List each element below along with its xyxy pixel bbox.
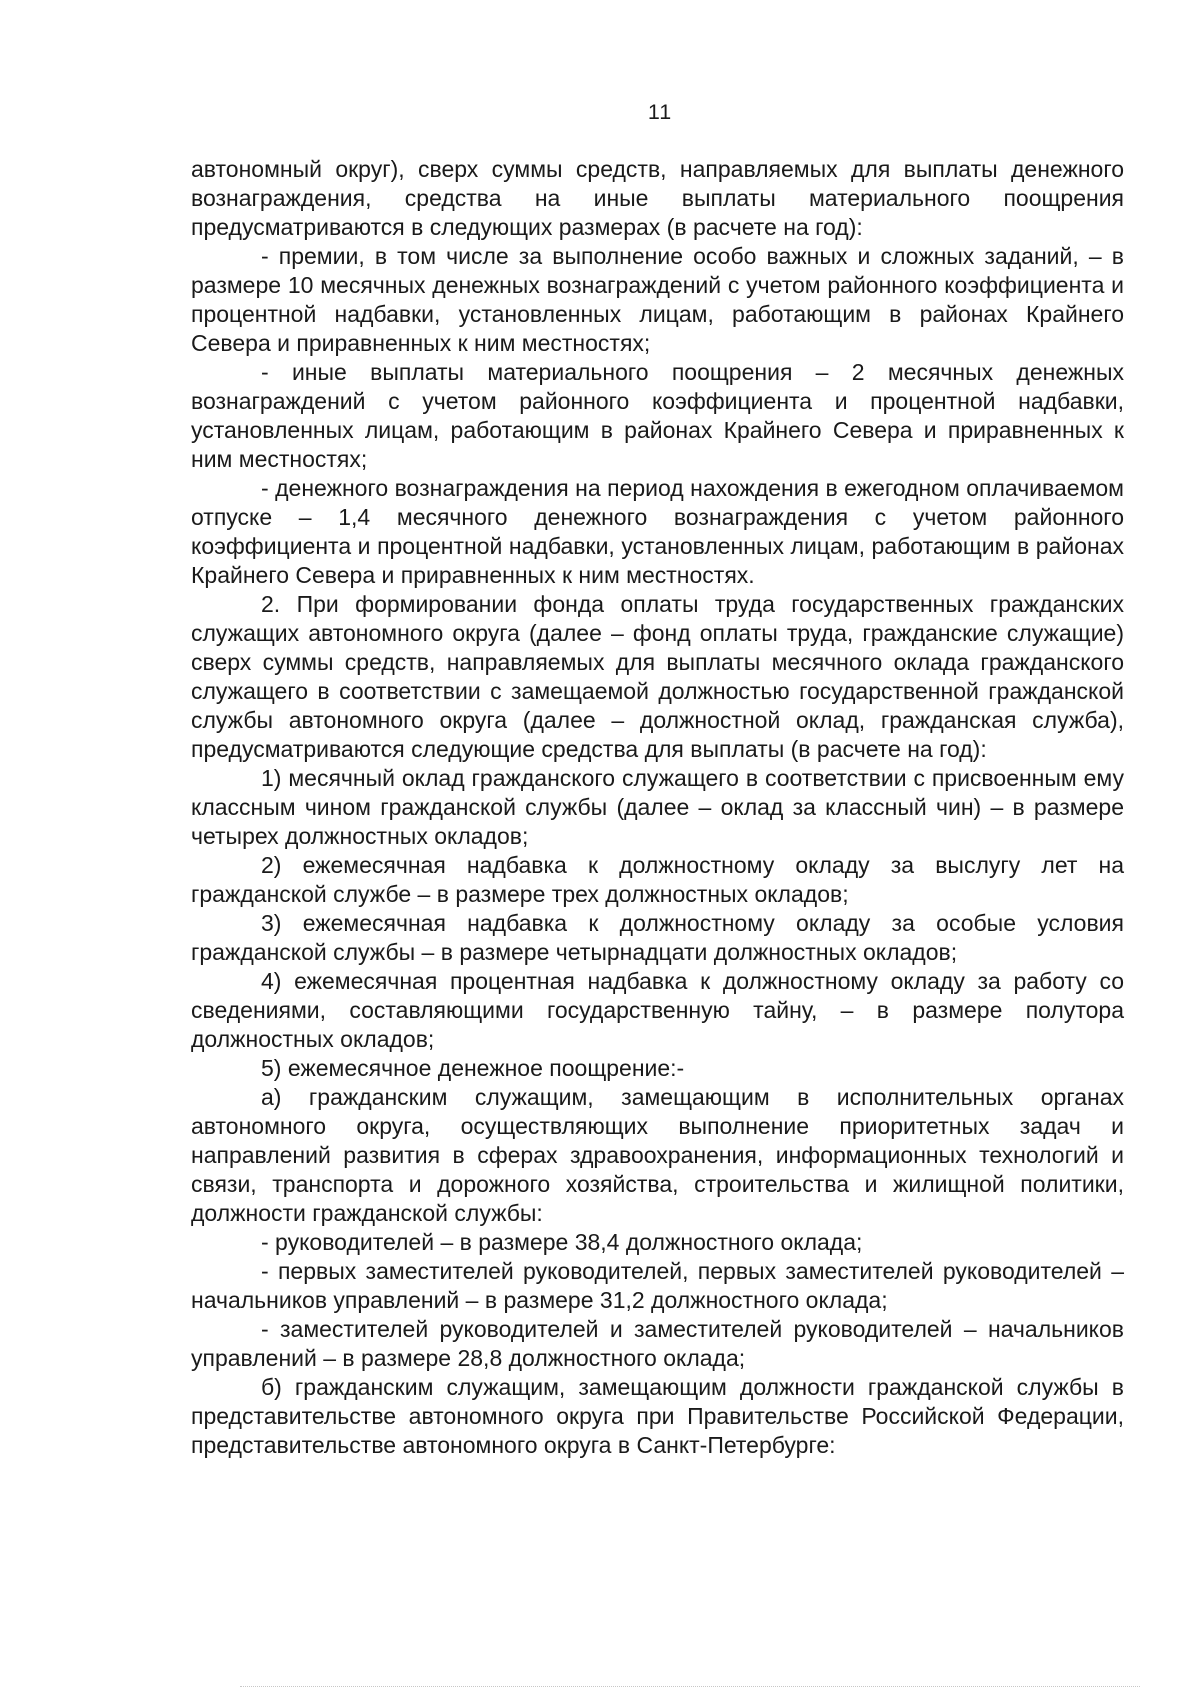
paragraph-vacation-payment: - денежного вознаграждения на период нахождения в ежегодном оплачиваемом отпуске – 1,4 месячного денежного вознаграждения с учетом районного коэффициента и процентной надбавки, установленных лицам, работающим в районах Крайнего Севера и приравненных к ним местностях. <box>191 475 1124 588</box>
paragraph-first-deputies: - первых заместителей руководителей, первых заместителей руководителей – начальников управлений – в размере 31,2 должностного оклада; <box>191 1258 1124 1313</box>
paragraph-continuation: автономный округ), сверх суммы средств, направляемых для выплаты денежного вознаграждения, средства на иные выплаты материального поощрения предусматриваются в следующих размерах (в расчете на год): <box>191 156 1124 240</box>
paragraph-item-1: 1) месячный оклад гражданского служащего в соответствии с присвоенным ему классным чином гражданской службы (далее – оклад за классный чин) – в размере четырех должностных окладов; <box>191 765 1124 849</box>
paragraph-other-payments: - иные выплаты материального поощрения – 2 месячных денежных вознаграждений с учетом районного коэффициента и процентной надбавки, установленных лицам, работающим в районах Крайнего Севера и приравненных к ним местностях; <box>191 359 1124 472</box>
paragraph-item-4: 4) ежемесячная процентная надбавка к должностному окладу за работу со сведениями, составляющими государственную тайну, – в размере полутора должностных окладов; <box>191 968 1124 1052</box>
paragraph-heads: - руководителей – в размере 38,4 должностного оклада; <box>261 1229 863 1255</box>
paragraph-item-2: 2) ежемесячная надбавка к должностному окладу за выслугу лет на гражданской службе – в размере трех должностных окладов; <box>191 852 1124 907</box>
page-bottom-edge <box>240 1686 1140 1687</box>
paragraph-section-2: 2. При формировании фонда оплаты труда государственных гражданских служащих автономного округа (далее – фонд оплаты труда, гражданские служащие) сверх суммы средств, направляемых для выплаты месячного оклада гражданского служащего в соответствии с замещаемой должностью государственной гражданской службы автономного округа (далее – должностной оклад, гражданская служба), предусматриваются следующие средства для выплаты (в расчете на год): <box>191 591 1124 762</box>
paragraph-deputies: - заместителей руководителей и заместителей руководителей – начальников управлений – в размере 28,8 должностного оклада; <box>191 1316 1124 1371</box>
paragraph-item-5b: б) гражданским служащим, замещающим должности гражданской службы в представительстве автономного округа при Правительстве Российской Федерации, представительстве автономного округа в Санкт-Петербурге: <box>191 1374 1124 1458</box>
document-body <box>191 155 1124 1460</box>
paragraph-bonus-premium: - премии, в том числе за выполнение особо важных и сложных заданий, – в размере 10 месячных денежных вознаграждений с учетом районного коэффициента и процентной надбавки, установленных лицам, работающим в районах Крайнего Севера и приравненных к ним местностях; <box>191 243 1124 356</box>
page-number: 11 <box>647 100 673 124</box>
paragraph-item-3: 3) ежемесячная надбавка к должностному окладу за особые условия гражданской службы – в размере четырнадцати должностных окладов; <box>191 910 1124 965</box>
paragraph-item-5a: а) гражданским служащим, замещающим в исполнительных органах автономного округа, осуществляющих выполнение приоритетных задач и направлений развития в сферах здравоохранения, информационных технологий и связи, транспорта и дорожного хозяйства, строительства и жилищной политики, должности гражданской службы: <box>191 1084 1124 1226</box>
paragraph-item-5: 5) ежемесячное денежное поощрение:- <box>261 1055 685 1081</box>
